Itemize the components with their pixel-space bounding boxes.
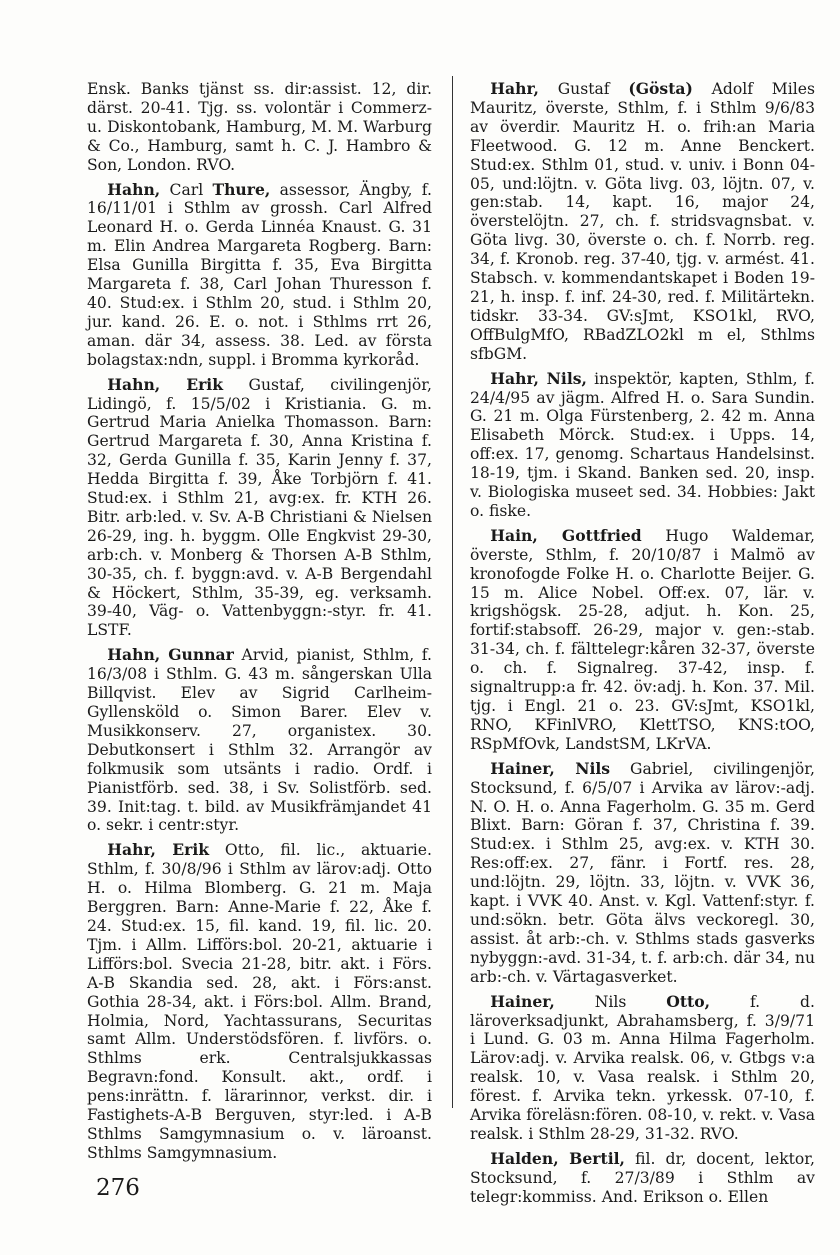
entry-hahn-gunnar (87, 646, 432, 835)
entry-hain-gottfried (470, 527, 815, 754)
entry-hahr-erik (87, 841, 432, 1162)
entry-hahn-carl-thure (87, 181, 432, 370)
entry-called-name: Thure, (212, 179, 271, 199)
entry-hainer-nils-gabriel (470, 760, 815, 987)
entry-text: f. d. läroverksadjunkt, Abrahamsberg, f. 3/9/71 i Lund. G. 03 m. Anna Hilma Fagerholm. Lärov:adj. v. Arvika realsk. 06, v. Gtbgs v:a realsk. 10, v. Vasa realsk. i Sthlm 20, förest. f. Arvika tekn. yrkessk. 07-10, f. Arvika föreläsn:fören. 08-10, v. rekt. v. Vasa realsk. i Sthlm 28-29, 31-32. RVO. (470, 992, 815, 1143)
entry-text: Hugo Waldemar, överste, Sthlm, f. 20/10/87 i Malmö av kronofogde Folke H. o. Charlotte Beijer. G. 15 m. Alice Nobel. Off:ex. 07, lär. v. krigshögsk. 25-28, adjut. h. Kon. 25, fortif:stabsoff. 26-29, major v. gen:-stab. 31-34, ch. f. fälttelegr:kåren 32-37, överste o. ch. f. Signalreg. 37-42, insp. f. signaltrupp:a fr. 42. öv:adj. h. Kon. 37. Mil. tjg. i Engl. 21 o. 23. GV:sJmt, KSO1kl, RNO, KFinlVRO, KlettTSO, KNS:tOO, RSpMfOvk, LandstSM, LKrVA. (470, 526, 815, 753)
column-divider (452, 76, 453, 1108)
entry-hahn-erik (87, 376, 432, 641)
entry-surname: Hahn, (107, 179, 161, 199)
entry-given: Nils (594, 992, 627, 1011)
entry-halden-bertil (470, 1150, 815, 1207)
entry-surname: Hainer, (490, 991, 555, 1011)
entry-called-name: Otto, (666, 991, 711, 1011)
entry-surname: Halden, Bertil, (490, 1148, 625, 1168)
entry-called-name: (Gösta) (628, 79, 693, 98)
entry-continuation (87, 80, 432, 175)
entry-hainer-nils-otto (470, 993, 815, 1144)
entry-surname: Hahn, Erik (107, 374, 224, 394)
entry-text: Arvid, pianist, Sthlm, f. 16/3/08 i Sthlm. G. 43 m. sångerskan Ulla Billqvist. Elev av Sigrid Carlheim-Gyllensköld o. Simon Barer. Elev v. Musikkonserv. 27, organistex. 30. Debutkonsert i Sthlm 32. Arrangör av folkmusik som utsänts i radio. Ordf. i Pianistförb. sed. 38, i Sv. Solistförb. sed. 39. Init:tag. t. bild. av Musikfrämjandet 41 o. sekr. i centr:styr. (87, 646, 432, 835)
entry-surname: Hahr, (490, 79, 539, 98)
entry-surname: Hain, Gottfried (490, 525, 642, 545)
entry-text: Gabriel, civilingenjör, Stocksund, f. 6/5/07 i Arvika av lärov:-adj. N. O. H. o. Anna Fagerholm. G. 35 m. Gerd Blixt. Barn: Göran f. 37, Christina f. 39. Stud:ex. i Sthlm 25, avg:ex. v. KTH 30. Res:off:ex. 27, fänr. i Fortf. res. 28, und:löjtn. 29, löjtn. 33, löjtn. v. VVK 36, kapt. i VVK 40. Anst. v. Kgl. Vattenf:styr. f. und:sökn. betr. Göta älvs veckoregl. 30, assist. åt arb:-ch. v. Sthlms stads gasverks nybyggn:-avd. 31-34, t. f. arb:ch. där 34, nu arb:-ch. v. Värtagasverket. (470, 759, 815, 986)
entry-text: assessor, Ängby, f. 16/11/01 i Sthlm av grossh. Carl Alfred Leonard H. o. Gerda Linnéa Knaust. G. 31 m. Elin Andrea Margareta Rogberg. Barn: Elsa Gunilla Birgitta f. 35, Eva Birgitta Margareta f. 38, Carl Johan Thuresson f. 40. Stud:ex. i Sthlm 20, stud. i Sthlm 20, jur. kand. 26. E. o. not. i Sthlms rrt 26, aman. där 34, assess. 38. Led. av första bolagstax:ndn, suppl. i Bromma kyrkoråd. (87, 180, 432, 369)
entry-hahr-nils (470, 370, 815, 521)
page-number: 276 (96, 1175, 140, 1201)
right-column (470, 80, 815, 1213)
entry-surname: Hahr, Nils, (490, 368, 587, 388)
entry-text: inspektör, kapten, Sthlm, f. 24/4/95 av jägm. Alfred H. o. Sara Sundin. G. 21 m. Olga Fürstenberg, 2. 42 m. Anna Elisabeth Mörck. Stud:ex. i Upps. 14, off:ex. 17, genomg. Schartaus Handelsinst. 18-19, tjm. i Skand. Banken sed. 20, insp. v. Biologiska museet sed. 34. Hobbies: Jakt o. fiske. (470, 369, 815, 520)
entry-hahr-gustaf (470, 80, 815, 364)
entry-text: Ensk. Banks tjänst ss. dir:assist. 12, dir. därst. 20-41. Tjg. ss. volontär i Commerz- u. Diskontobank, Hamburg, M. M. Warburg & Co., Hamburg, samt h. C. J. Hambro & Son, London. RVO. (87, 80, 432, 174)
left-column (87, 80, 432, 1169)
entry-given: Gustaf (557, 80, 610, 98)
entry-given: Carl (169, 180, 204, 199)
entry-surname: Hahn, Gunnar (107, 645, 234, 665)
entry-surname: Hainer, Nils (490, 758, 611, 778)
entry-text: fil. dr, docent, lektor, Stocksund, f. 27/3/89 i Sthlm av telegr:kommiss. And. Erikson o. Ellen (470, 1149, 815, 1206)
entry-text: Adolf Miles Mauritz, överste, Sthlm, f. i Sthlm 9/6/83 av överdir. Mauritz H. o. frih:an Maria Fleetwood. G. 12 m. Anne Benckert. Stud:ex. Sthlm 01, stud. v. univ. i Bonn 04-05, und:löjtn. v. Göta livg. 03, löjtn. 07, v. gen:stab. 14, kapt. 16, major 24, överstelöjtn. 27, ch. f. stridsvagnsbat. v. Göta livg. 30, överste o. ch. f. Norrb. reg. 34, f. Kronob. reg. 37-40, tjg. v. armést. 41. Stabsch. v. kommendantskapet i Boden 19-21, h. insp. f. inf. 24-30, red. f. Militärtekn. tidskr. 33-34. GV:sJmt, KSO1kl, RVO, OffBulgMfO, RBadZLO2kl m el, Sthlms sfbGM. (470, 80, 815, 363)
entry-text: Otto, fil. lic., aktuarie. Sthlm, f. 30/8/96 i Sthlm av lärov:adj. Otto H. o. Hilma Blomberg. G. 21 m. Maja Berggren. Barn: Anne-Marie f. 22, Åke f. 24. Stud:ex. 15, fil. kand. 19, fil. lic. 20. Tjm. i Allm. Lifförs:bol. 20-21, aktuarie i Lifförs:bol. Svecia 21-28, bitr. akt. i Förs. A-B Skandia sed. 28, akt. i Förs:anst. Gothia 28-34, akt. i Förs:bol. Allm. Brand, Holmia, Nord, Yachtassurans, Securitas samt Allm. Understödsfören. f. livförs. o. Sthlms erk. Centralsjukkassas Begravn:fond. Konsult. akt., ordf. i pens:inrättn. f. lärarinnor, verkst. dir. i Fastighets-A-B Berguven, styr:led. i A-B Sthlms Samgymnasium o. v. läroanst. Sthlms Samgymnasium. (87, 841, 432, 1162)
entry-text: Gustaf, civilingenjör, Lidingö, f. 15/5/02 i Kristiania. G. m. Gertrud Maria Anielka Thomasson. Barn: Gertrud Margareta f. 30, Anna Kristina f. 32, Gerda Gunilla f. 35, Karin Jenny f. 37, Hedda Birgitta f. 39, Åke Torbjörn f. 41. Stud:ex. i Sthlm 21, avg:ex. fr. KTH 26. Bitr. arb:led. v. Sv. A-B Christiani & Nielsen 26-29, ing. h. byggm. Olle Engkvist 29-30, arb:ch. v. Monberg & Thorsen A-B Sthlm, 30-35, ch. f. byggn:avd. v. A-B Bergendahl & Höckert, Sthlm, 35-39, eg. verksamh. 39-40, Väg- o. Vattenbyggn:-styr. fr. 41. LSTF. (87, 375, 433, 640)
entry-surname: Hahr, Erik (107, 840, 210, 860)
